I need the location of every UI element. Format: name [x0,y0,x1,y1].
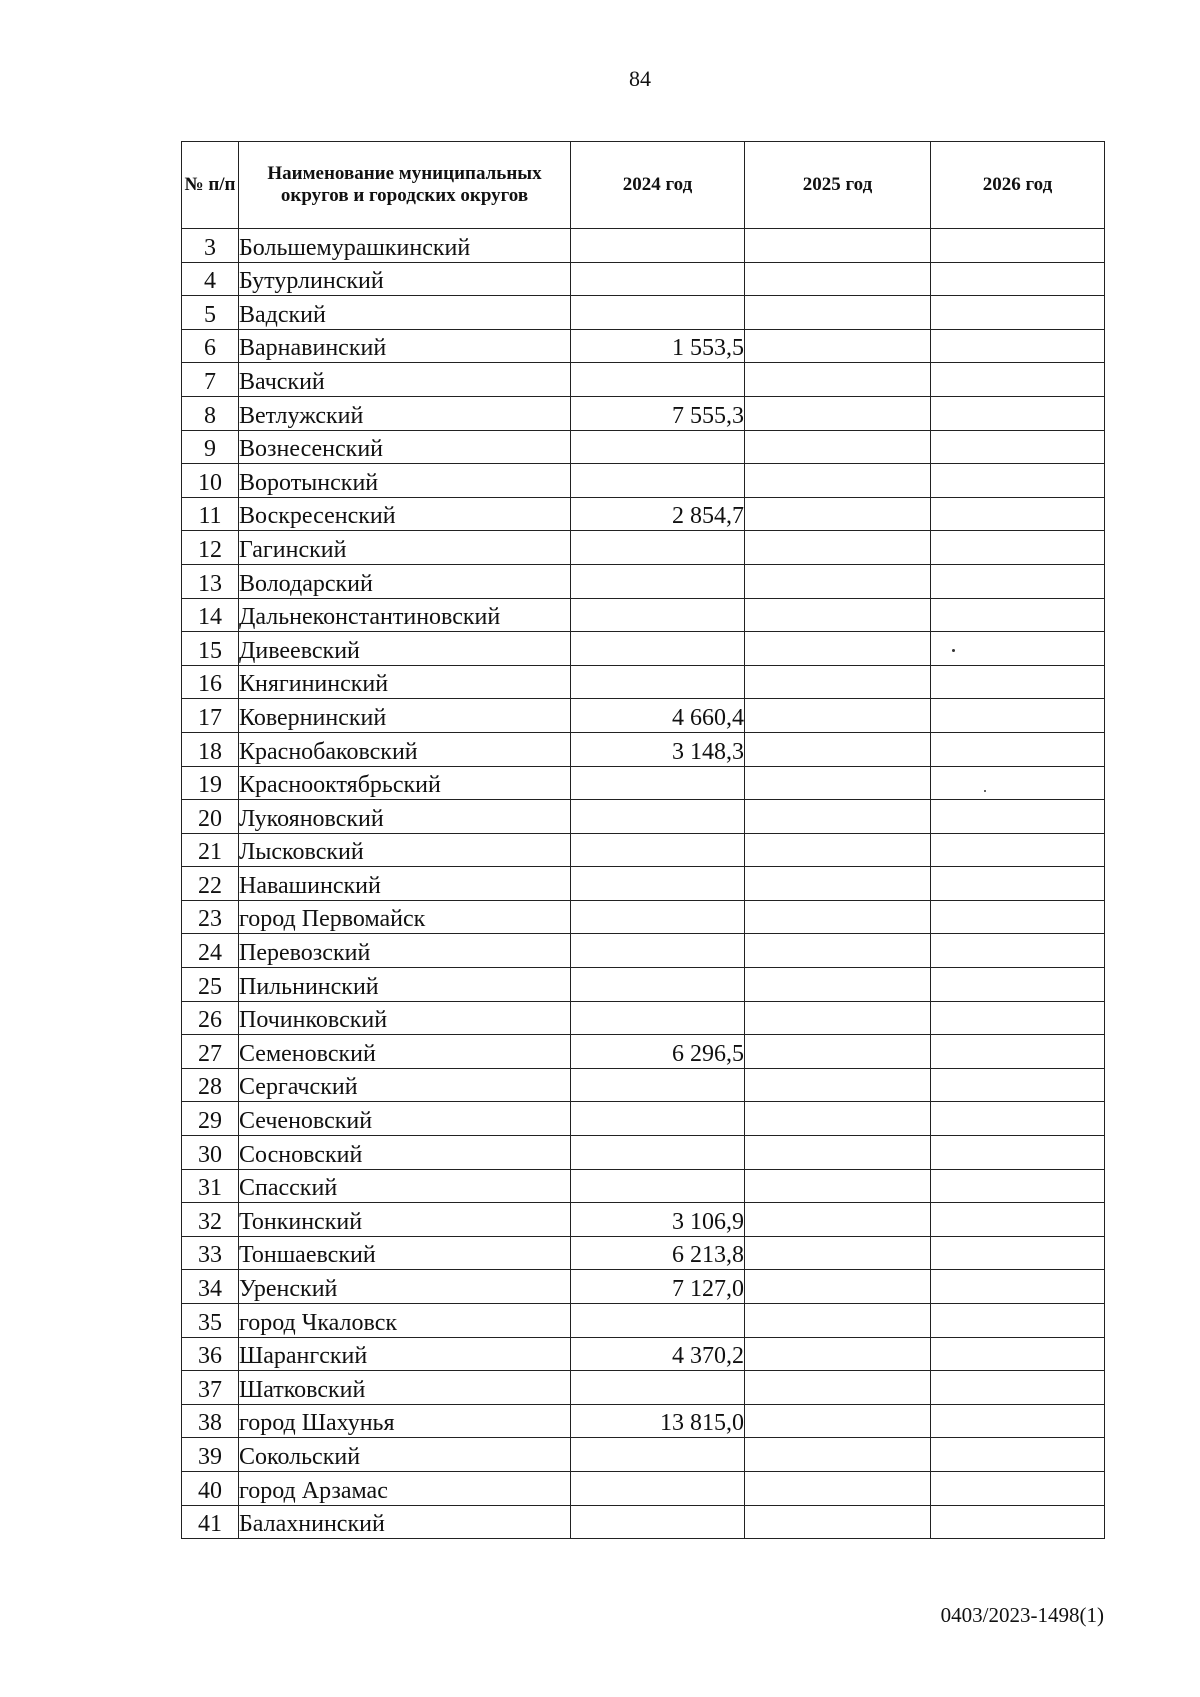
value-2025 [745,732,931,766]
value-2024: 6 296,5 [571,1035,745,1069]
header-num: № п/п [182,142,239,229]
table-row [182,363,1105,397]
value-2025 [745,1236,931,1270]
value-2024 [571,262,745,296]
value-2026 [931,665,1105,699]
row-number: 34 [182,1270,239,1304]
value-2026 [931,833,1105,867]
value-2026 [931,1203,1105,1237]
value-2025 [745,665,931,699]
value-2025 [745,934,931,968]
row-number: 30 [182,1136,239,1170]
value-2026 [931,1270,1105,1304]
row-number: 41 [182,1505,239,1539]
table-row [182,833,1105,867]
row-number: 20 [182,800,239,834]
value-2026 [931,1371,1105,1405]
row-number: 27 [182,1035,239,1069]
table-row [182,1471,1105,1505]
value-2026 [931,1001,1105,1035]
table-header-row [182,142,1105,229]
value-2024 [571,1068,745,1102]
district-name: Воскресенский [239,497,571,531]
table-row [182,1236,1105,1270]
district-name: город Чкаловск [239,1304,571,1338]
value-2024 [571,1471,745,1505]
district-name: город Первомайск [239,900,571,934]
header-name: Наименование муниципальных округов и городских округов [239,142,571,229]
value-2024 [571,665,745,699]
value-2024 [571,1505,745,1539]
row-number: 18 [182,732,239,766]
value-2026 [931,363,1105,397]
row-number: 33 [182,1236,239,1270]
table-row [182,1371,1105,1405]
value-2024 [571,363,745,397]
row-number: 6 [182,329,239,363]
district-name: Ковернинский [239,699,571,733]
value-2024 [571,598,745,632]
value-2026 [931,1304,1105,1338]
district-name: Лукояновский [239,800,571,834]
row-number: 25 [182,968,239,1002]
value-2026 [931,262,1105,296]
row-number: 12 [182,531,239,565]
value-2025 [745,430,931,464]
table-row [182,665,1105,699]
district-name: Володарский [239,564,571,598]
value-2026 [931,934,1105,968]
district-name: Воротынский [239,464,571,498]
value-2024 [571,1136,745,1170]
table-body [182,229,1105,1539]
row-number: 10 [182,464,239,498]
value-2025 [745,1304,931,1338]
district-name: Балахнинский [239,1505,571,1539]
header-2024: 2024 год [571,142,745,229]
district-name: Вачский [239,363,571,397]
value-2025 [745,1404,931,1438]
value-2026 [931,598,1105,632]
value-2025 [745,867,931,901]
value-2025 [745,1203,931,1237]
row-number: 32 [182,1203,239,1237]
value-2024 [571,229,745,263]
value-2024 [571,968,745,1002]
row-number: 4 [182,262,239,296]
value-2026 [931,430,1105,464]
table-row [182,1068,1105,1102]
row-number: 17 [182,699,239,733]
value-2026 [931,497,1105,531]
value-2024 [571,766,745,800]
value-2025 [745,1471,931,1505]
value-2025 [745,329,931,363]
table-row [182,1438,1105,1472]
value-2025 [745,1102,931,1136]
page-number: 84 [629,66,651,91]
value-2025 [745,900,931,934]
value-2024 [571,1304,745,1338]
scan-speck [984,790,986,792]
row-number: 29 [182,1102,239,1136]
value-2024 [571,430,745,464]
table-row [182,766,1105,800]
value-2024: 7 127,0 [571,1270,745,1304]
budget-table [181,141,1105,1539]
district-name: Бутурлинский [239,262,571,296]
row-number: 36 [182,1337,239,1371]
value-2026 [931,699,1105,733]
table-row [182,934,1105,968]
table-row [182,430,1105,464]
value-2025 [745,1001,931,1035]
value-2025 [745,296,931,330]
header-2026: 2026 год [931,142,1105,229]
value-2025 [745,229,931,263]
row-number: 31 [182,1169,239,1203]
district-name: Сергачский [239,1068,571,1102]
value-2026 [931,396,1105,430]
value-2025 [745,564,931,598]
table-row [182,329,1105,363]
value-2024 [571,531,745,565]
district-name: Шарангский [239,1337,571,1371]
row-number: 39 [182,1438,239,1472]
value-2024 [571,833,745,867]
value-2024 [571,1001,745,1035]
table-row [182,968,1105,1002]
district-name: Краснобаковский [239,732,571,766]
table-row [182,632,1105,666]
value-2025 [745,699,931,733]
value-2024 [571,464,745,498]
table-row [182,296,1105,330]
value-2025 [745,968,931,1002]
table-row [182,900,1105,934]
value-2026 [931,564,1105,598]
row-number: 14 [182,598,239,632]
district-name: город Шахунья [239,1404,571,1438]
value-2025 [745,1505,931,1539]
value-2025 [745,1169,931,1203]
value-2024 [571,1169,745,1203]
value-2026 [931,900,1105,934]
district-name: Сокольский [239,1438,571,1472]
table-row [182,1304,1105,1338]
value-2025 [745,1438,931,1472]
district-name: Сосновский [239,1136,571,1170]
row-number: 13 [182,564,239,598]
value-2025 [745,464,931,498]
value-2025 [745,833,931,867]
value-2026 [931,1236,1105,1270]
district-name: Навашинский [239,867,571,901]
value-2026 [931,1404,1105,1438]
value-2026 [931,1505,1105,1539]
value-2024 [571,1102,745,1136]
row-number: 28 [182,1068,239,1102]
table-row [182,1169,1105,1203]
value-2026 [931,531,1105,565]
value-2026 [931,1471,1105,1505]
value-2025 [745,766,931,800]
district-name: Тоншаевский [239,1236,571,1270]
district-name: Ветлужский [239,396,571,430]
row-number: 11 [182,497,239,531]
row-number: 8 [182,396,239,430]
district-name: Лысковский [239,833,571,867]
table-row [182,497,1105,531]
value-2025 [745,598,931,632]
district-name: Шатковский [239,1371,571,1405]
district-name: Княгининский [239,665,571,699]
table-row [182,1001,1105,1035]
value-2025 [745,1337,931,1371]
value-2025 [745,800,931,834]
value-2026 [931,1136,1105,1170]
value-2026 [931,1438,1105,1472]
value-2026 [931,968,1105,1002]
table-row [182,1102,1105,1136]
row-number: 19 [182,766,239,800]
value-2026 [931,329,1105,363]
value-2025 [745,1270,931,1304]
district-name: Гагинский [239,531,571,565]
row-number: 26 [182,1001,239,1035]
value-2026 [931,229,1105,263]
value-2024: 4 370,2 [571,1337,745,1371]
value-2025 [745,531,931,565]
district-name: Починковский [239,1001,571,1035]
district-name: Варнавинский [239,329,571,363]
table-row [182,1203,1105,1237]
table-row [182,1136,1105,1170]
row-number: 15 [182,632,239,666]
district-name: Вадский [239,296,571,330]
value-2026 [931,800,1105,834]
district-name: Краснооктябрьский [239,766,571,800]
value-2026 [931,732,1105,766]
district-name: Спасский [239,1169,571,1203]
table-row [182,1505,1105,1539]
value-2024 [571,296,745,330]
table-row [182,564,1105,598]
value-2026 [931,1035,1105,1069]
district-name: Семеновский [239,1035,571,1069]
value-2024 [571,934,745,968]
district-name: Большемурашкинский [239,229,571,263]
district-name: Вознесенский [239,430,571,464]
value-2026 [931,766,1105,800]
value-2025 [745,632,931,666]
table-row [182,262,1105,296]
district-name: Перевозский [239,934,571,968]
row-number: 3 [182,229,239,263]
value-2024: 6 213,8 [571,1236,745,1270]
value-2026 [931,296,1105,330]
scan-speck [952,649,955,652]
value-2025 [745,1068,931,1102]
value-2024 [571,632,745,666]
table-row [182,1270,1105,1304]
header-2025: 2025 год [745,142,931,229]
district-name: Уренский [239,1270,571,1304]
row-number: 23 [182,900,239,934]
row-number: 5 [182,296,239,330]
row-number: 24 [182,934,239,968]
value-2025 [745,1371,931,1405]
district-name: Сеченовский [239,1102,571,1136]
value-2025 [745,396,931,430]
value-2024: 1 553,5 [571,329,745,363]
value-2025 [745,262,931,296]
value-2024: 3 106,9 [571,1203,745,1237]
value-2024 [571,564,745,598]
value-2026 [931,867,1105,901]
value-2024 [571,1371,745,1405]
row-number: 9 [182,430,239,464]
row-number: 16 [182,665,239,699]
table-row [182,1035,1105,1069]
value-2024 [571,800,745,834]
district-name: Пильнинский [239,968,571,1002]
value-2025 [745,497,931,531]
table-row [182,1404,1105,1438]
row-number: 38 [182,1404,239,1438]
table-row [182,867,1105,901]
table-row [182,1337,1105,1371]
value-2026 [931,464,1105,498]
table-row [182,229,1105,263]
table-row [182,464,1105,498]
table-row [182,699,1105,733]
value-2026 [931,1169,1105,1203]
district-name: город Арзамас [239,1471,571,1505]
table-row [182,598,1105,632]
table-row [182,396,1105,430]
district-name: Дивеевский [239,632,571,666]
row-number: 7 [182,363,239,397]
value-2025 [745,1035,931,1069]
row-number: 37 [182,1371,239,1405]
value-2026 [931,1337,1105,1371]
table-row [182,800,1105,834]
table-row [182,531,1105,565]
value-2026 [931,1102,1105,1136]
value-2024: 3 148,3 [571,732,745,766]
district-name: Дальнеконстантиновский [239,598,571,632]
district-name: Тонкинский [239,1203,571,1237]
value-2025 [745,363,931,397]
value-2024: 2 854,7 [571,497,745,531]
row-number: 40 [182,1471,239,1505]
value-2024: 7 555,3 [571,396,745,430]
document-code: 0403/2023-1498(1) [940,1603,1104,1627]
row-number: 21 [182,833,239,867]
value-2024: 4 660,4 [571,699,745,733]
value-2025 [745,1136,931,1170]
value-2024: 13 815,0 [571,1404,745,1438]
value-2026 [931,1068,1105,1102]
table-row [182,732,1105,766]
value-2024 [571,900,745,934]
value-2026 [931,632,1105,666]
value-2024 [571,1438,745,1472]
row-number: 22 [182,867,239,901]
row-number: 35 [182,1304,239,1338]
value-2024 [571,867,745,901]
